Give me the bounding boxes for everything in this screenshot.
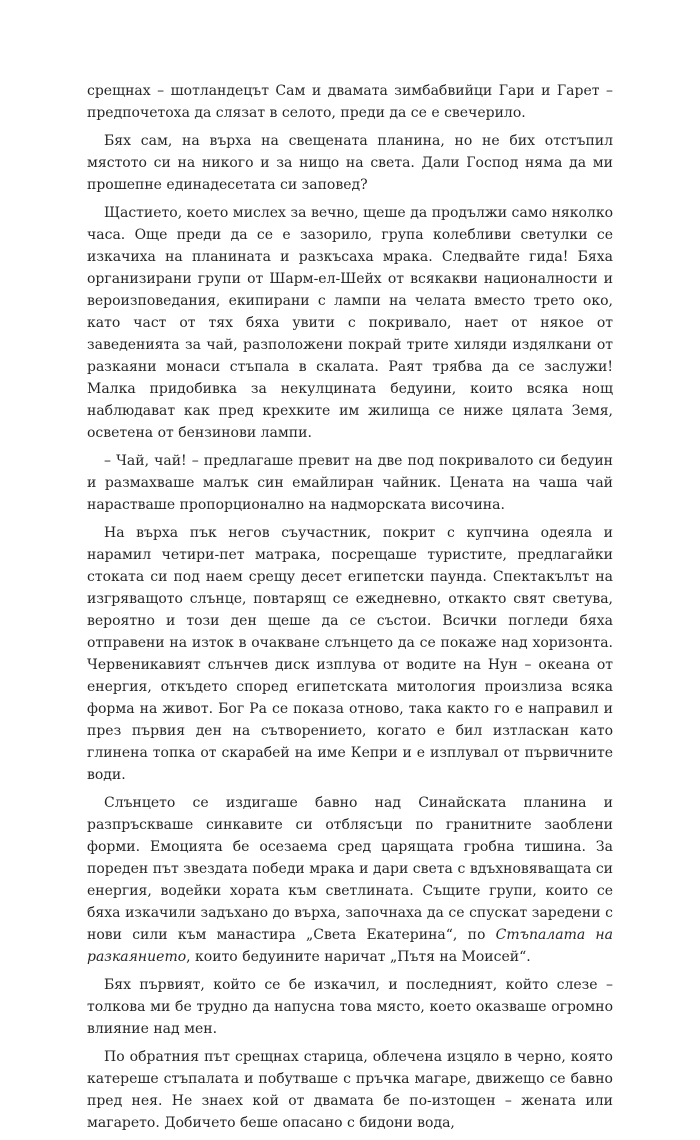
paragraph-7	[87, 974, 613, 1040]
paragraph-text: По обратния път срещнах старица, облечена изцяло в черно, която катереше стъпалата и побутваше с пръчка магаре, движещо се бавно пред нея. Не знаех кой от двамата бе по-изтощен – жената или магарето. Добичето беше опасано с бидони вода,	[87, 1049, 613, 1131]
paragraph-text: Бях първият, който се бе изкачил, и последният, който слезе – толкова ми бе трудно да напусна това място, което оказваше огромно влияние над мен.	[87, 977, 613, 1037]
document-page	[87, 80, 613, 1140]
paragraph-3	[87, 202, 613, 444]
paragraph-2	[87, 130, 613, 196]
paragraph-5	[87, 522, 613, 786]
paragraph-text: Бях сам, на върха на свещената планина, но не бих отстъпил мястото си на никого и за нищо на света. Дали Господ няма да ми прошепне единадесетата си заповед?	[87, 133, 613, 193]
italic-phrase: Стъпалата на разкаянието	[87, 927, 613, 965]
paragraph-text: – Чай, чай! – предлагаше превит на две под покривалото си бедуин и размахваше малък син емайлиран чайник. Цената на чаша чай нарастваше пропорционално на надморската височина.	[87, 453, 613, 513]
paragraph-text: Слънцето се издигаше бавно над Синайската планина и разпръскваше синкавите си отблясъци по гранитните заоблени форми. Емоцията бе осезаема сред царящата гробна тишина. За пореден път звездата победи мрака и дари света с вдъхновяващата си енергия, водейки хората към светлината. Същите групи, които се бяха изкачили задъхано до върха, започнаха да се спускат заредени с нови сили към манастира „Света Екатерина“, по	[87, 795, 613, 943]
paragraph-text: срещнах – шотландецът Сам и двамата зимбабвийци Гари и Гарет – предпочетоха да слязат в селото, преди да се е свечерило.	[87, 83, 613, 121]
paragraph-4	[87, 450, 613, 516]
paragraph-1	[87, 80, 613, 124]
paragraph-text: На върха пък негов съучастник, покрит с купчина одеяла и нарамил четири-пет матрака, посрещаше туристите, предлагайки стоката си под наем срещу десет египетски паунда. Спектакълът на изгряващото слънце, повтарящ се ежедневно, откакто свят светува, вероятно и този ден щеше да се състои. Всички погледи бяха отправени на изток в очакване слънцето да се покаже над хоризонта. Червеникавият слънчев диск изплува от водите на Нун – океана от енергия, откъдето според египетската митология произлиза всяка форма на живот. Бог Ра се показа отново, така както го е направил и през първия ден на сътворението, когато е бил изтласкан като глинена топка от скарабей на име Кепри и е изплувал от първичните води.	[87, 525, 613, 783]
paragraph-text: , които бедуините наричат „Пътя на Моисей“.	[186, 949, 531, 965]
paragraph-text: Щастието, което мислех за вечно, щеше да продължи само няколко часа. Още преди да се е зазорило, група колебливи светулки се изкачиха на планината и разкъсаха мрака. Следвайте гида! Бяха организирани групи от Шарм-ел-Шейх от всякакви националности и вероизповедания, екипирани с лампи на челата вместо трето око, като част от тях бяха увити с покривало, нает от някое от заведенията за чай, разположени покрай трите хиляди издялкани от разкаяни монаси стъпала в скалата. Раят трябва да се заслужи! Малка придобивка за некулцината бедуини, които всяка нощ наблюдават как пред крехките им жилища се ниже цялата Земя, осветена от бензинови лампи.	[87, 205, 613, 441]
paragraph-6	[87, 792, 613, 968]
paragraph-8	[87, 1046, 613, 1134]
